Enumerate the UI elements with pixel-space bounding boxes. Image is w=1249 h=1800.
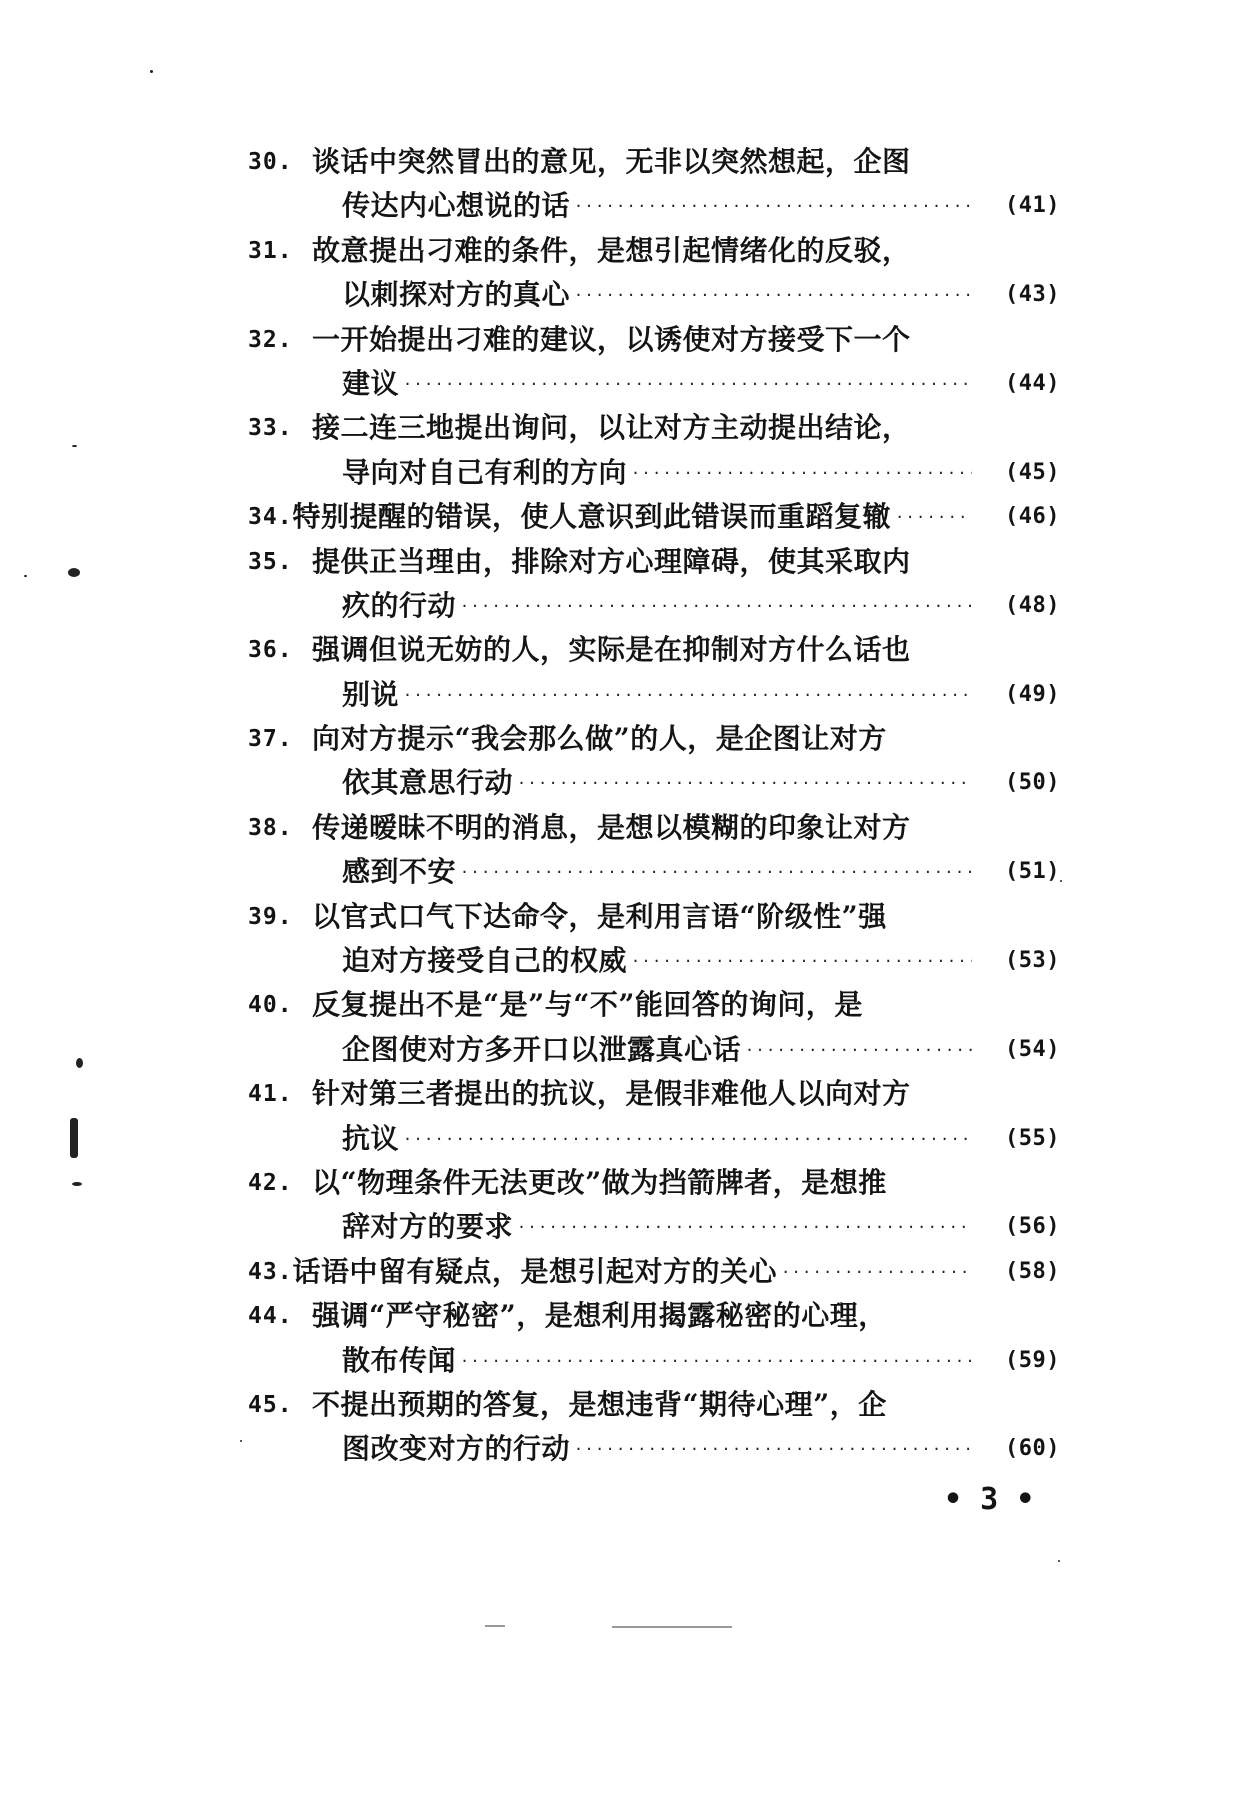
toc-entry-last-line — [248, 1117, 1060, 1161]
toc-entry-last-line — [248, 451, 1060, 495]
toc-entry — [248, 1161, 1060, 1250]
entry-title-continued: 迫对方接受自己的权威 — [342, 944, 628, 978]
toc-entry — [248, 717, 1060, 806]
entry-title-continued: 别说 — [342, 677, 400, 711]
entry-number: 30. — [248, 149, 293, 175]
toc-entry-last-line — [248, 184, 1060, 228]
entry-title-continued: 以刺探对方的真心 — [342, 278, 571, 312]
page-reference: (56) — [1005, 1214, 1060, 1240]
entry-title-continued: 传达内心想说的话 — [342, 189, 571, 223]
toc-entry-last-line — [248, 1339, 1060, 1383]
scan-speck — [1058, 1560, 1060, 1562]
entry-title: 强调但说无妨的人，实际是在抑制对方什么话也 — [312, 633, 911, 667]
toc-entry-first-line — [248, 1294, 1060, 1338]
page-number: • 3 • — [944, 1482, 1035, 1517]
entry-title-continued: 疚的行动 — [342, 588, 457, 622]
toc-entry-last-line — [248, 1427, 1060, 1471]
toc-entry-last-line — [248, 850, 1060, 894]
page-reference: (50) — [1005, 770, 1060, 796]
dot-leader — [745, 1028, 972, 1072]
entry-title-continued: 辞对方的要求 — [342, 1210, 514, 1244]
scan-speck — [150, 70, 153, 73]
entry-title-continued: 感到不安 — [342, 855, 457, 889]
entry-title: 谈话中突然冒出的意见，无非以突然想起，企图 — [312, 145, 911, 178]
dot-leader — [460, 850, 972, 894]
dot-leader — [574, 1427, 972, 1471]
page-reference: (59) — [1005, 1347, 1060, 1373]
entry-number: 40. — [248, 992, 293, 1019]
entry-title: 提供正当理由，排除对方心理障碍，使其采取内 — [312, 544, 911, 578]
entry-number: 36. — [248, 637, 293, 664]
toc-entry-first-line — [248, 717, 1060, 761]
page-reference: (46) — [1005, 504, 1060, 530]
toc-entry-last-line — [248, 1205, 1060, 1249]
entry-title-continued: 导向对自己有利的方向 — [342, 455, 628, 489]
scan-speck — [70, 1118, 78, 1158]
dot-leader — [403, 362, 972, 406]
scan-speck — [72, 445, 77, 447]
dot-leader — [631, 451, 972, 495]
toc-entry — [248, 895, 1060, 984]
dot-leader — [574, 273, 972, 317]
entry-title: 强调“严守秘密”，是想利用揭露秘密的心理， — [312, 1299, 887, 1333]
dot-leader — [895, 495, 972, 539]
entry-number: 32. — [248, 326, 293, 353]
toc-entry-first-line — [248, 806, 1060, 850]
entry-title: 反复提出不是“是”与“不”能回答的询问，是 — [312, 988, 863, 1022]
page-reference: (45) — [1005, 459, 1060, 485]
scan-speck — [76, 1058, 83, 1068]
dot-leader — [517, 761, 972, 805]
entry-title: 以官式口气下达命令，是利用言语“阶级性”强 — [312, 899, 887, 933]
toc-entry-first-line — [248, 140, 1060, 184]
entry-title: 不提出预期的答复，是想违背“期待心理”，企 — [312, 1387, 887, 1421]
toc-entry — [248, 406, 1060, 495]
scan-speck — [68, 568, 80, 577]
entry-title-continued: 建议 — [342, 366, 400, 400]
page-reference: (60) — [1005, 1436, 1060, 1462]
entry-number: 44. — [248, 1303, 293, 1330]
dot-leader — [460, 1339, 972, 1383]
entry-title: 以“物理条件无法更改”做为挡箭牌者，是想推 — [312, 1165, 887, 1199]
toc-entry — [248, 140, 1060, 229]
toc-entry-first-line — [248, 229, 1060, 273]
page-reference: (54) — [1005, 1036, 1060, 1062]
toc-entry-first-line — [248, 406, 1060, 450]
toc-entry-last-line — [248, 1028, 1060, 1072]
table-of-contents — [248, 140, 1060, 1472]
entry-number: 39. — [248, 903, 293, 930]
entry-number: 42. — [248, 1169, 293, 1196]
toc-entry-first-line — [248, 318, 1060, 362]
toc-entry-first-line — [248, 495, 1060, 539]
entry-title: 针对第三者提出的抗议，是假非难他人以向对方 — [312, 1077, 911, 1111]
toc-entry — [248, 1250, 1060, 1294]
toc-entry-first-line — [248, 628, 1060, 672]
entry-title-continued: 散布传闻 — [342, 1343, 457, 1377]
page-reference: (44) — [1005, 370, 1060, 396]
dot-leader — [631, 939, 972, 983]
entry-number: 38. — [248, 814, 293, 841]
entry-title: 一开始提出刁难的建议，以诱使对方接受下一个 — [312, 322, 911, 356]
entry-title: 接二连三地提出询问，以让对方主动提出结论， — [312, 411, 911, 445]
toc-entry — [248, 806, 1060, 895]
toc-entry — [248, 628, 1060, 717]
dot-leader — [517, 1205, 972, 1249]
toc-entry-first-line — [248, 1383, 1060, 1427]
page-reference: (53) — [1005, 948, 1060, 974]
scan-speck — [1060, 880, 1062, 882]
toc-entry-first-line — [248, 983, 1060, 1027]
toc-entry — [248, 540, 1060, 629]
dot-leader — [781, 1250, 972, 1294]
entry-title: 向对方提示“我会那么做”的人，是企图让对方 — [312, 722, 887, 756]
scan-smudge — [485, 1625, 505, 1627]
entry-number: 37. — [248, 726, 293, 753]
entry-title: 话语中留有疑点，是想引起对方的关心 — [292, 1254, 778, 1288]
entry-number: 35. — [248, 548, 293, 575]
scan-speck — [72, 1182, 82, 1186]
scan-speck — [24, 575, 27, 577]
page-reference: (51) — [1005, 859, 1060, 885]
entry-title: 传递暧昧不明的消息，是想以模糊的印象让对方 — [312, 810, 911, 844]
toc-entry-first-line — [248, 895, 1060, 939]
toc-entry-last-line — [248, 761, 1060, 805]
entry-number: 33. — [248, 415, 293, 442]
page-reference: (41) — [1005, 193, 1060, 219]
entry-title: 特别提醒的错误，使人意识到此错误而重蹈复辙 — [292, 500, 892, 534]
toc-entry-last-line — [248, 584, 1060, 628]
toc-entry-last-line — [248, 939, 1060, 983]
entry-number: 34. — [248, 504, 293, 531]
page-reference: (49) — [1005, 681, 1060, 707]
page-reference: (48) — [1005, 592, 1060, 618]
scan-smudge — [612, 1626, 732, 1628]
entry-title-continued: 依其意思行动 — [342, 766, 514, 800]
toc-entry-first-line — [248, 1161, 1060, 1205]
entry-title: 故意提出刁难的条件，是想引起情绪化的反驳， — [312, 233, 911, 267]
toc-entry — [248, 318, 1060, 407]
dot-leader — [460, 584, 972, 628]
entry-number: 45. — [248, 1391, 293, 1418]
toc-entry-first-line — [248, 540, 1060, 584]
entry-number: 31. — [248, 237, 293, 264]
toc-entry — [248, 495, 1060, 539]
toc-entry-first-line — [248, 1072, 1060, 1116]
page-reference: (55) — [1005, 1125, 1060, 1151]
entry-title-continued: 抗议 — [342, 1121, 400, 1155]
toc-entry — [248, 229, 1060, 318]
entry-title-continued: 图改变对方的行动 — [342, 1432, 571, 1466]
toc-entry-last-line — [248, 673, 1060, 717]
dot-leader — [574, 184, 972, 228]
dot-leader — [403, 673, 972, 717]
toc-entry-first-line — [248, 1250, 1060, 1294]
toc-entry — [248, 1383, 1060, 1472]
toc-entry — [248, 983, 1060, 1072]
page-reference: (58) — [1005, 1258, 1060, 1284]
toc-entry-last-line — [248, 362, 1060, 406]
scan-speck — [240, 1440, 242, 1442]
entry-title-continued: 企图使对方多开口以泄露真心话 — [342, 1032, 742, 1066]
page-reference: (43) — [1005, 282, 1060, 308]
toc-entry — [248, 1294, 1060, 1383]
entry-number: 41. — [248, 1081, 293, 1108]
toc-entry — [248, 1072, 1060, 1161]
toc-entry-last-line — [248, 273, 1060, 317]
dot-leader — [403, 1117, 972, 1161]
entry-number: 43. — [248, 1258, 293, 1285]
